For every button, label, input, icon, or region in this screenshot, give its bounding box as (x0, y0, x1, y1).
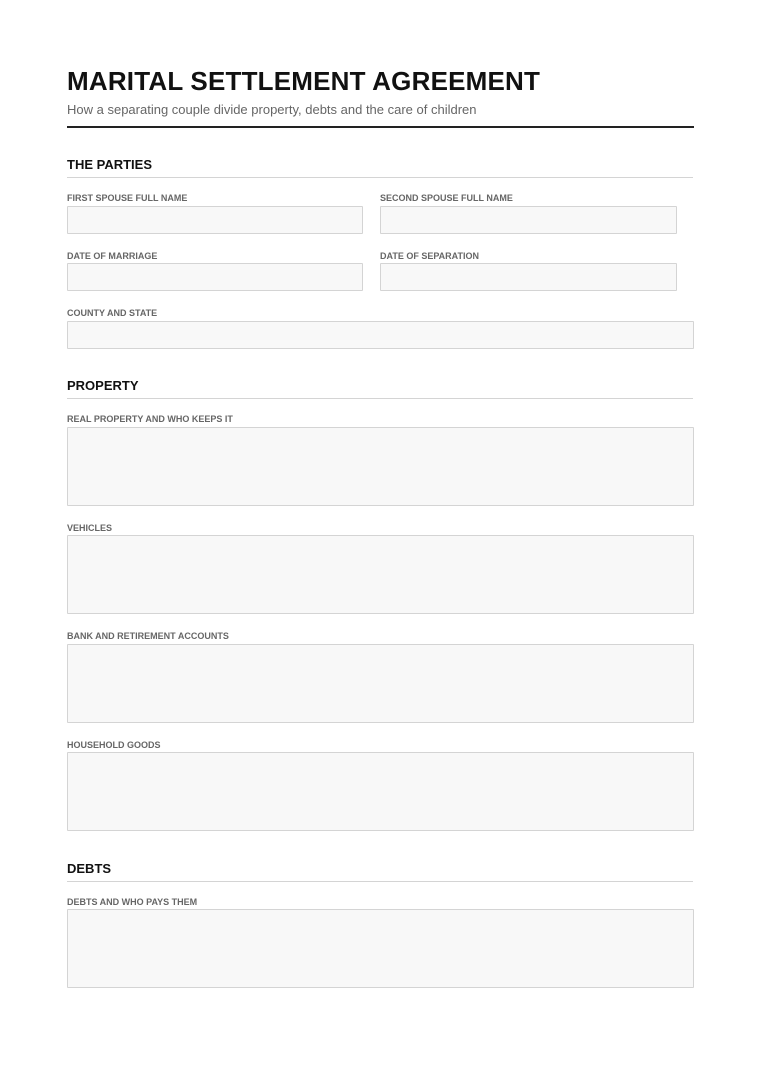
debts-label: DEBTS AND WHO PAYS THEM (67, 897, 198, 907)
real-property-label: REAL PROPERTY AND WHO KEEPS IT (67, 414, 233, 424)
second-spouse-label: SECOND SPOUSE FULL NAME (380, 193, 513, 203)
household-goods-label: HOUSEHOLD GOODS (67, 740, 161, 750)
title-divider (67, 126, 694, 128)
section-heading-property: PROPERTY (67, 378, 693, 399)
section-heading-parties: THE PARTIES (67, 157, 693, 178)
document-subtitle: How a separating couple divide property, debts and the care of children (67, 102, 477, 117)
date-of-separation-input[interactable] (380, 263, 677, 291)
date-of-marriage-label: DATE OF MARRIAGE (67, 251, 158, 261)
first-spouse-label: FIRST SPOUSE FULL NAME (67, 193, 188, 203)
section-heading-debts: DEBTS (67, 861, 693, 882)
second-spouse-name-input[interactable] (380, 206, 677, 234)
date-of-marriage-input[interactable] (67, 263, 363, 291)
debts-textarea[interactable] (67, 909, 694, 988)
document-title: MARITAL SETTLEMENT AGREEMENT (67, 66, 541, 96)
first-spouse-name-input[interactable] (67, 206, 363, 234)
date-of-separation-label: DATE OF SEPARATION (380, 251, 479, 261)
county-state-label: COUNTY AND STATE (67, 308, 158, 318)
county-state-input[interactable] (67, 321, 694, 349)
vehicles-label: VEHICLES (67, 523, 113, 533)
document-header (67, 66, 694, 128)
accounts-label: BANK AND RETIREMENT ACCOUNTS (67, 631, 229, 641)
vehicles-textarea[interactable] (67, 535, 694, 614)
bank-retirement-accounts-textarea[interactable] (67, 644, 694, 723)
household-goods-textarea[interactable] (67, 752, 694, 831)
real-property-textarea[interactable] (67, 427, 694, 506)
